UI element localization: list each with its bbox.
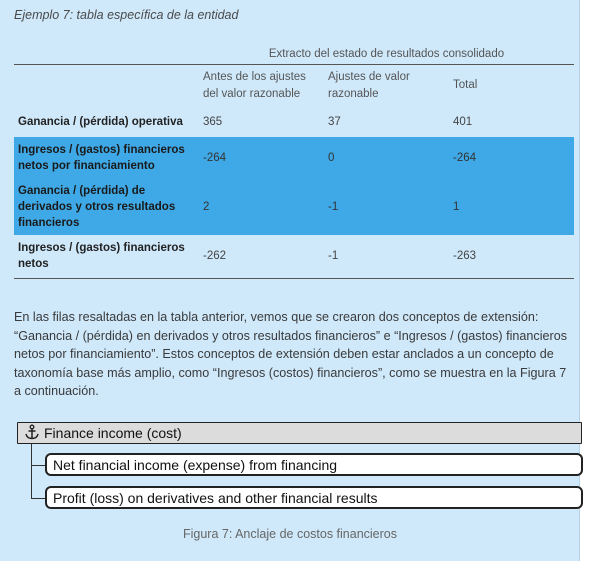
table-row-highlighted (14, 137, 574, 179)
tree-node-child[interactable] (45, 486, 583, 509)
tree-node-label: Net financial income (expense) from financing (53, 456, 338, 473)
table-row-highlighted (14, 179, 574, 235)
row-label: Ganancia / (pérdida) de derivados y otros resultados financieros (14, 179, 199, 235)
cell-value: -1 (324, 235, 449, 279)
cell-value: 365 (203, 115, 223, 128)
example-caption: Ejemplo 7: tabla específica de la entidad (14, 8, 239, 22)
table-title: Extracto del estado de resultados consolidado (199, 44, 574, 64)
row-label: Ingresos / (gastos) financieros netos (14, 235, 199, 279)
cell-value: -264 (199, 137, 324, 179)
row-label: Ingresos / (gastos) financieros netos por financiamiento (14, 137, 199, 179)
cell-value: 401 (453, 115, 473, 128)
cell-value: -263 (449, 235, 574, 279)
cell-value: 2 (199, 179, 324, 235)
cell-value: 1 (449, 179, 574, 235)
column-header-empty (14, 64, 199, 107)
income-statement-table (14, 44, 574, 279)
cell-value: -262 (199, 235, 324, 279)
column-header-total: Total (453, 79, 478, 91)
cell-value: 0 (324, 137, 449, 179)
tree-node-root[interactable] (17, 422, 582, 444)
tree-node-child[interactable] (45, 453, 583, 476)
row-label: Ganancia / (pérdida) operativa (18, 115, 183, 128)
tree-node-label: Finance income (cost) (44, 425, 182, 441)
figure-caption: Figura 7: Anclaje de costos financieros (182, 527, 397, 541)
tree-node-label: Profit (loss) on derivatives and other financial results (53, 489, 378, 506)
column-header-before-fair-value: Antes de los ajustes del valor razonable (203, 70, 306, 100)
table-row (14, 107, 574, 137)
table-row (14, 235, 574, 279)
explanation-paragraph: En las filas resaltadas en la tabla anterior, vemos que se crearon dos conceptos de extensión: “Ganancia / (pérdida) en derivados y otros resultados financieros” e “Ingresos / (gastos) financieros netos por financiamiento”. Estos conceptos de extensión deben estar anclados a un concepto de taxonomía base más amplio, como “Ingresos (costos) financieros”, como se muestra en la Figura 7 a continuación. (14, 310, 567, 398)
column-header-fair-value-adjustments: Ajustes de valor razonable (328, 70, 410, 100)
anchor-icon (24, 424, 40, 443)
cell-value: -1 (324, 179, 449, 235)
cell-value: 37 (328, 115, 341, 128)
cell-value: -264 (449, 137, 574, 179)
